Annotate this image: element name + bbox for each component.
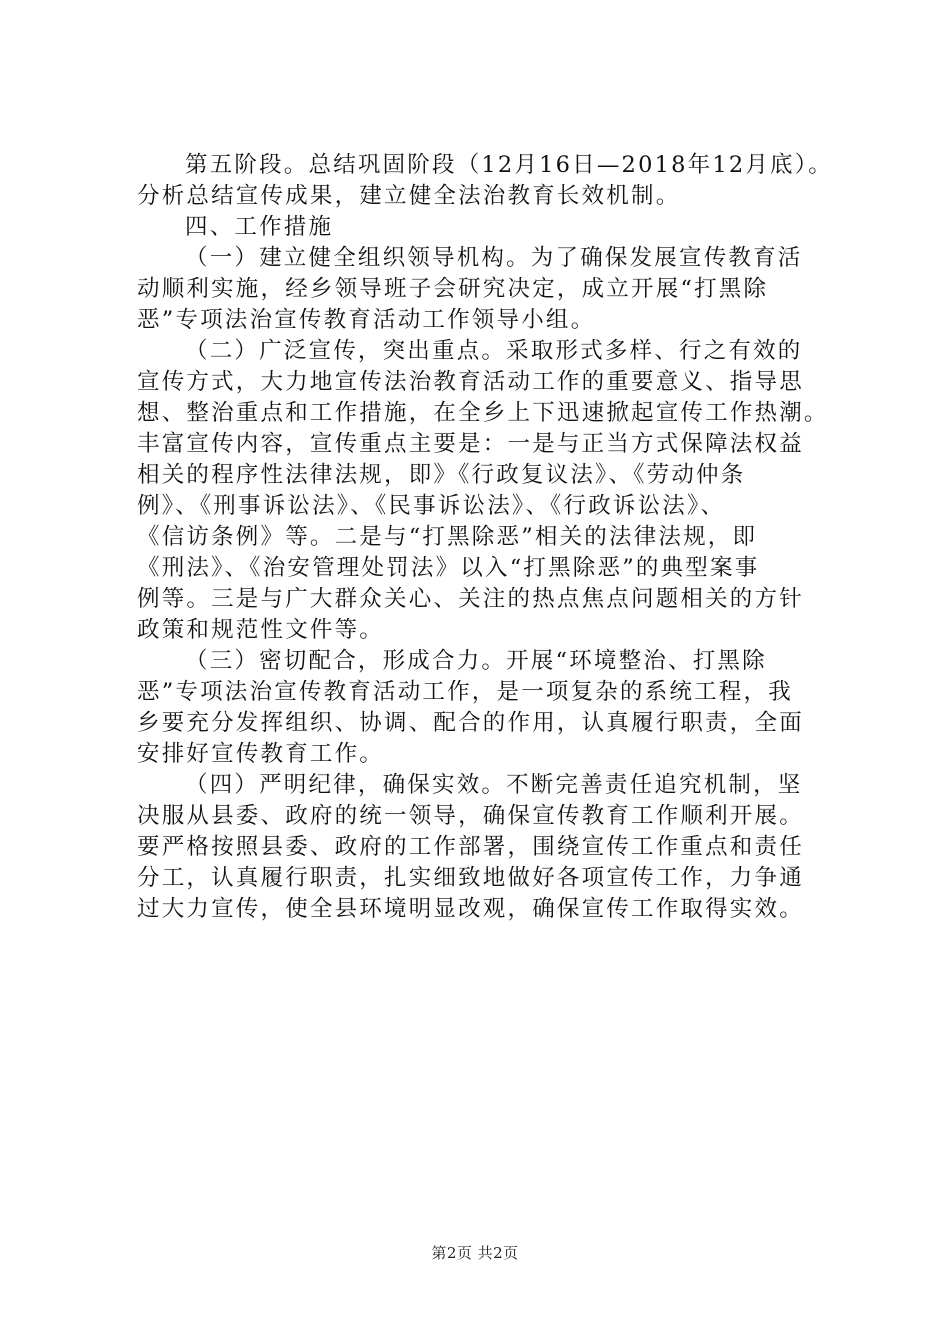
paragraph-line: 过大力宣传，使全县环境明显改观，确保宣传工作取得实效。 bbox=[137, 896, 804, 922]
paragraph-line: （四）严明纪律，确保实效。不断完善责任追究机制，坚 bbox=[185, 772, 803, 798]
paragraph-line: 安排好宣传教育工作。 bbox=[137, 741, 385, 767]
section-heading: 四、工作措施 bbox=[185, 214, 334, 240]
document-body bbox=[137, 150, 833, 925]
paragraph-line: 分析总结宣传成果，建立健全法治教育长效机制。 bbox=[137, 183, 681, 209]
paragraph-line: 宣传方式，大力地宣传法治教育活动工作的重要意义、指导思 bbox=[137, 369, 804, 395]
paragraph-line: 乡要充分发挥组织、协调、配合的作用，认真履行职责，全面 bbox=[137, 710, 804, 736]
paragraph-line: 想、整治重点和工作措施，在全乡上下迅速掀起宣传工作热潮。 bbox=[137, 400, 829, 426]
page-number-footer: 第2页 共2页 bbox=[431, 1244, 519, 1262]
paragraph-line: 例等。三是与广大群众关心、关注的热点焦点问题相关的方针 bbox=[137, 586, 804, 612]
paragraph-line: 要严格按照县委、政府的工作部署，围绕宣传工作重点和责任 bbox=[137, 834, 804, 860]
paragraph-line: （二）广泛宣传，突出重点。采取形式多样、行之有效的 bbox=[185, 338, 803, 364]
paragraph-line: 动顺利实施，经乡领导班子会研究决定，成立开展“打黑除 bbox=[137, 276, 769, 302]
paragraph-line: 政策和规范性文件等。 bbox=[137, 617, 385, 643]
paragraph-line: 《刑法》、《治安管理处罚法》以入“打黑除恶”的典型案事 bbox=[137, 555, 760, 581]
paragraph-line: 恶”专项法治宣传教育活动工作领导小组。 bbox=[137, 307, 596, 333]
paragraph-line: 分工，认真履行职责，扎实细致地做好各项宣传工作，力争通 bbox=[137, 865, 804, 891]
paragraph-line: 相关的程序性法律法规，即》《行政复议法》、《劳动仲条 bbox=[137, 462, 746, 488]
paragraph-line: 例》、《刑事诉讼法》、《民事诉讼法》、《行政诉讼法》、 bbox=[137, 493, 726, 519]
paragraph-line: 丰富宣传内容，宣传重点主要是：一是与正当方式保障法权益 bbox=[137, 431, 804, 457]
paragraph-line: 第五阶段。总结巩固阶段（12月16日—2018年12月底）。 bbox=[185, 152, 833, 178]
paragraph-line: （三）密切配合，形成合力。开展“环境整治、打黑除 bbox=[185, 648, 767, 674]
paragraph-line: 《信访条例》等。二是与“打黑除恶”相关的法律法规，即 bbox=[137, 524, 758, 550]
paragraph-line: 恶”专项法治宣传教育活动工作，是一项复杂的系统工程，我 bbox=[137, 679, 793, 705]
paragraph-line: （一）建立健全组织领导机构。为了确保发展宣传教育活 bbox=[185, 245, 803, 271]
paragraph-line: 决服从县委、政府的统一领导，确保宣传教育工作顺利开展。 bbox=[137, 803, 804, 829]
